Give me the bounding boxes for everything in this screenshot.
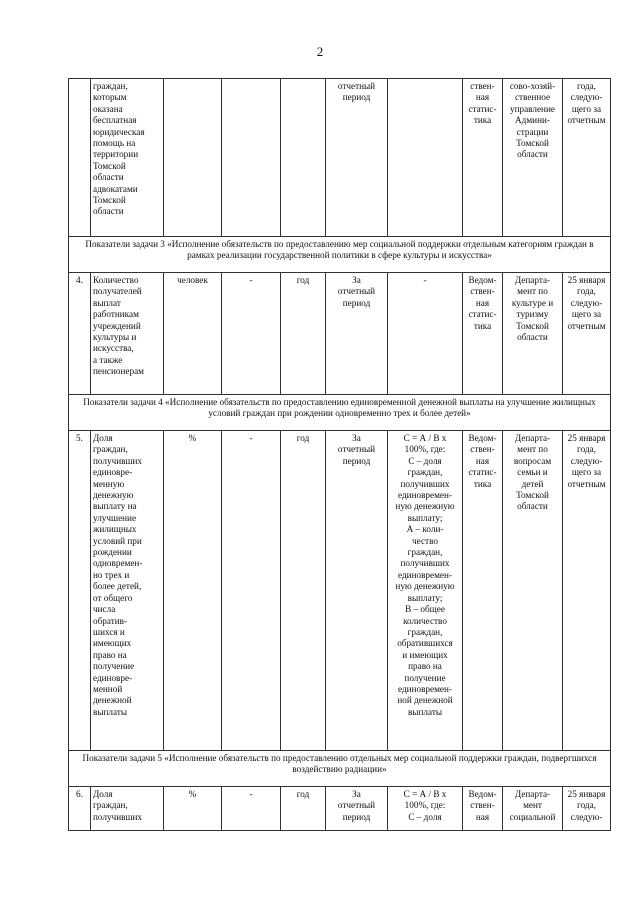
data-source-cell: Ведом- ствен- ная <box>463 787 503 831</box>
responsible-body-cell: сово-хозяй- ственное управление Админи- страции Томской области <box>503 79 563 237</box>
table-row <box>69 79 611 237</box>
frequency-cell <box>281 79 326 237</box>
reporting-period-cell: отчетный период <box>326 79 388 237</box>
base-value-cell: - <box>222 273 281 395</box>
base-value-cell: - <box>222 787 281 831</box>
table-row <box>69 273 611 395</box>
section-row-task-3 <box>69 237 611 273</box>
reporting-period-cell: За отчетный период <box>326 787 388 831</box>
responsible-body-cell: Департа- мент социальной <box>503 787 563 831</box>
responsible-body-cell: Департа- мент по культуре и туризму Томской области <box>503 273 563 395</box>
unit-of-measure-cell: человек <box>164 273 222 395</box>
calculation-formula-cell: С = А / В х 100%, где: С – доля <box>388 787 463 831</box>
indicators-table <box>68 78 611 831</box>
unit-of-measure-cell: % <box>164 787 222 831</box>
unit-of-measure-cell: % <box>164 431 222 751</box>
row-number-cell <box>69 79 91 237</box>
page-number: 2 <box>316 44 324 59</box>
indicator-name-cell: Доля граждан, получивших <box>91 787 164 831</box>
base-value-cell <box>222 79 281 237</box>
section-row-task-4 <box>69 395 611 431</box>
base-value-cell: - <box>222 431 281 751</box>
table-row <box>69 431 611 751</box>
deadline-cell: года, следую- щего за отчетным <box>563 79 611 237</box>
row-number-cell: 6. <box>69 787 91 831</box>
calculation-formula-cell <box>388 79 463 237</box>
deadline-cell: 25 января года, следую- щего за отчетным <box>563 431 611 751</box>
frequency-cell: год <box>281 787 326 831</box>
section-heading: Показатели задачи 3 «Исполнение обязательств по предоставлению мер социальной поддержки отдельным категориям граждан в рамках реализации государственной политики в сфере культуры и искусства» <box>69 237 611 273</box>
frequency-cell: год <box>281 273 326 395</box>
unit-of-measure-cell <box>164 79 222 237</box>
data-source-cell: Ведом- ствен- ная статис- тика <box>463 273 503 395</box>
deadline-cell: 25 января года, следую- <box>563 787 611 831</box>
row-number-cell: 4. <box>69 273 91 395</box>
deadline-cell: 25 января года, следую- щего за отчетным <box>563 273 611 395</box>
data-source-cell: ствен- ная статис- тика <box>463 79 503 237</box>
responsible-body-cell: Департа- мент по вопросам семьи и детей Томской области <box>503 431 563 751</box>
section-heading: Показатели задачи 5 «Исполнение обязательств по предоставлению отдельных мер социальной поддержки граждан, подвергшихся воздействию радиации» <box>69 751 611 787</box>
section-heading: Показатели задачи 4 «Исполнение обязательств по предоставлению единовременной денежной выплаты на улучшение жилищных условий граждан при рождении одновременно трех и более детей» <box>69 395 611 431</box>
reporting-period-cell: За отчетный период <box>326 431 388 751</box>
calculation-formula-cell: С = А / В х 100%, где: С – доля граждан, получивших единовремен- ную денежную выплату; А – коли- чество граждан, получивших единовремен- ную денежную выплату; В – общее количество граждан, обратившихся и имеющих право на получение единовремен- ной денежной выплаты <box>388 431 463 751</box>
indicator-name-cell: Доля граждан, получивших единовре- менную денежную выплату на улучшение жилищных условий при рождении одновремен- но трех и более детей, от общего числа обратив- шихся и имеющих право на получение единовре- менной денежной выплаты <box>91 431 164 751</box>
calculation-formula-cell: - <box>388 273 463 395</box>
indicator-name-cell: граждан, которым оказана бесплатная юридическая помощь на территории Томской области адвокатами Томской области <box>91 79 164 237</box>
frequency-cell: год <box>281 431 326 751</box>
data-source-cell: Ведом- ствен- ная статис- тика <box>463 431 503 751</box>
reporting-period-cell: За отчетный период <box>326 273 388 395</box>
indicator-name-cell: Количество получателей выплат работникам учреждений культуры и искусства, а также пенсионерам <box>91 273 164 395</box>
section-row-task-5 <box>69 751 611 787</box>
row-number-cell: 5. <box>69 431 91 751</box>
table-row <box>69 787 611 831</box>
